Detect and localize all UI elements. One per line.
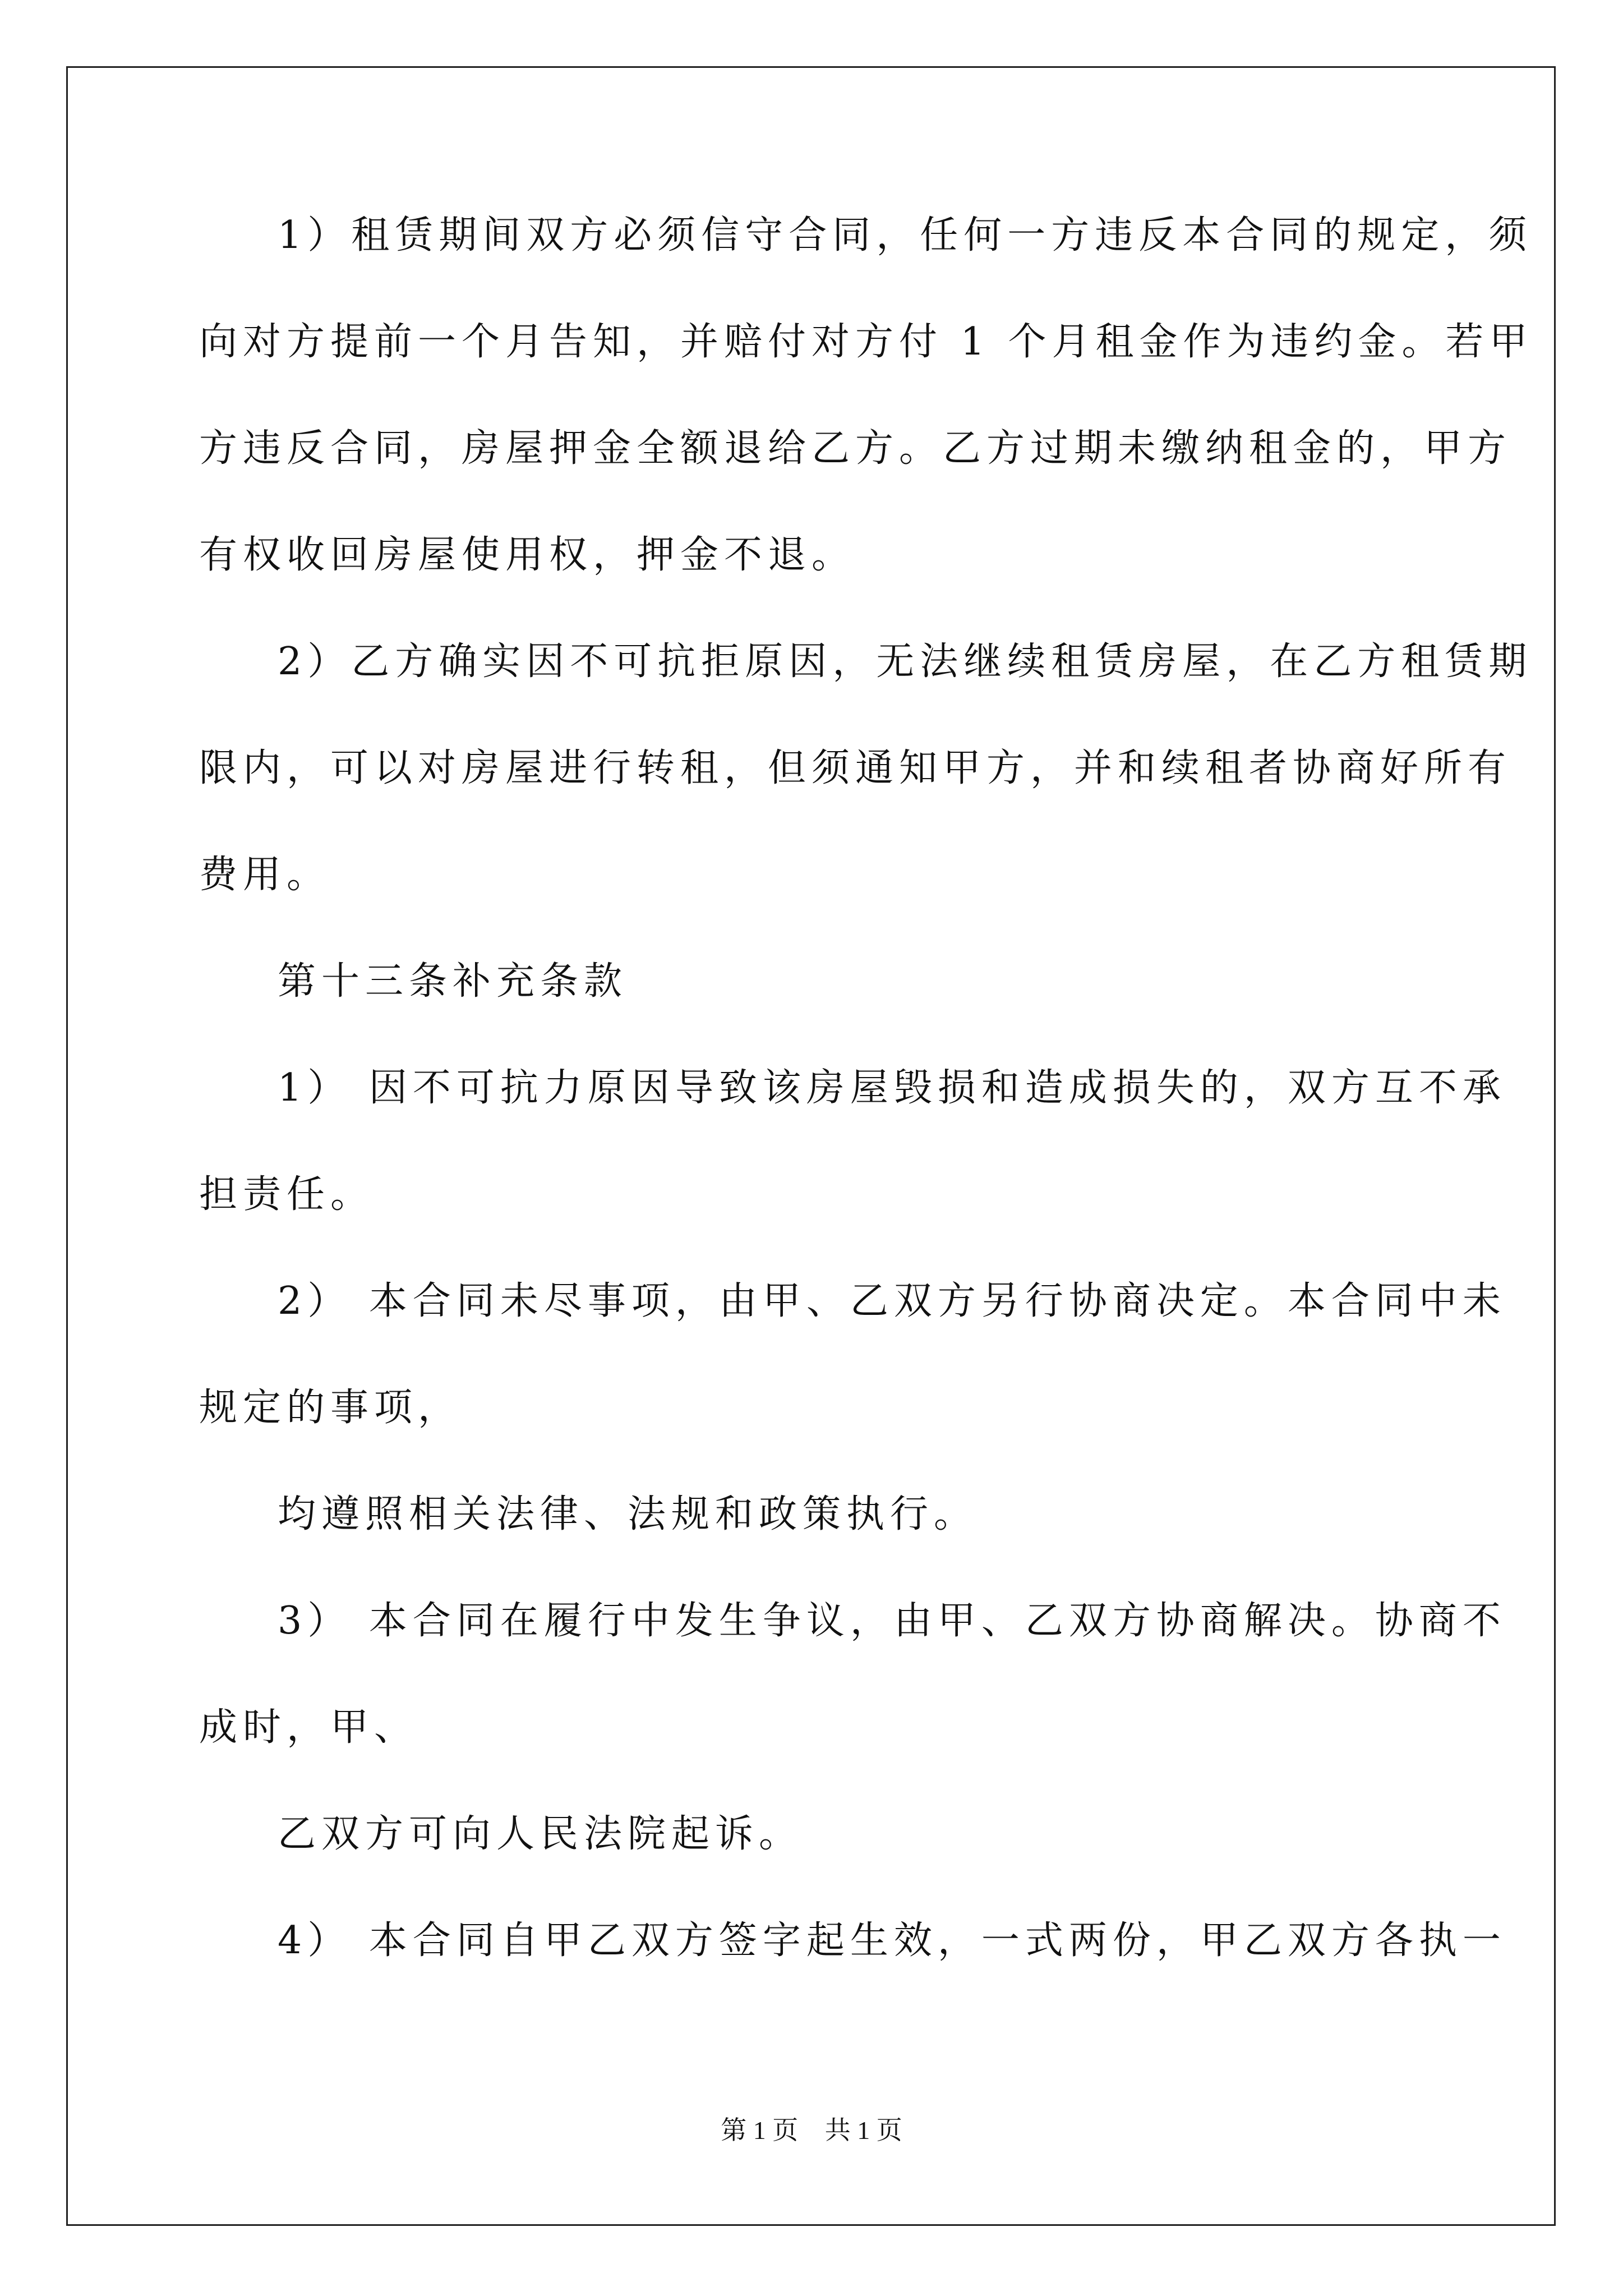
paragraph-line: 方违反合同，房屋押金全额退给乙方。乙方过期未缴纳租金的，甲方	[199, 426, 1512, 471]
paragraph-line: 2）乙方确实因不可抗拒原因，无法继续租赁房屋，在乙方租赁期	[278, 639, 1533, 684]
page-footer	[0, 2115, 1623, 2146]
paragraph-line: 担责任。	[199, 1172, 375, 1217]
paragraph-line: 规定的事项，	[199, 1386, 462, 1430]
paragraph-line: 乙双方可向人民法院起诉。	[278, 1812, 803, 1856]
paragraph-line: 成时，甲、	[199, 1705, 418, 1750]
section-heading: 第十三条补充条款	[278, 959, 628, 1004]
paragraph-line: 费用。	[199, 853, 331, 897]
paragraph-line: 4） 本合同自甲乙双方签字起生效，一式两份，甲乙双方各执一	[278, 1918, 1506, 1963]
page-number-total: 共 1 页	[824, 2116, 902, 2145]
paragraph-line: 限内，可以对房屋进行转租，但须通知甲方，并和续租者协商好所有	[199, 746, 1512, 790]
page-number-current: 第 1 页	[721, 2116, 799, 2145]
paragraph-line: 2） 本合同未尽事项，由甲、乙双方另行协商决定。本合同中未	[278, 1279, 1506, 1323]
paragraph-line: 向对方提前一个月告知，并赔付对方付 1 个月租金作为违约金。若甲	[199, 320, 1533, 364]
page-border	[66, 66, 1556, 2226]
paragraph-line: 1）租赁期间双方必须信守合同，任何一方违反本合同的规定，须	[278, 213, 1533, 257]
paragraph-line: 均遵照相关法律、法规和政策执行。	[278, 1492, 978, 1536]
paragraph-line: 1） 因不可抗力原因导致该房屋毁损和造成损失的，双方互不承	[278, 1066, 1506, 1110]
paragraph-line: 有权收回房屋使用权，押金不退。	[199, 533, 856, 577]
paragraph-line: 3） 本合同在履行中发生争议，由甲、乙双方协商解决。协商不	[278, 1599, 1506, 1643]
